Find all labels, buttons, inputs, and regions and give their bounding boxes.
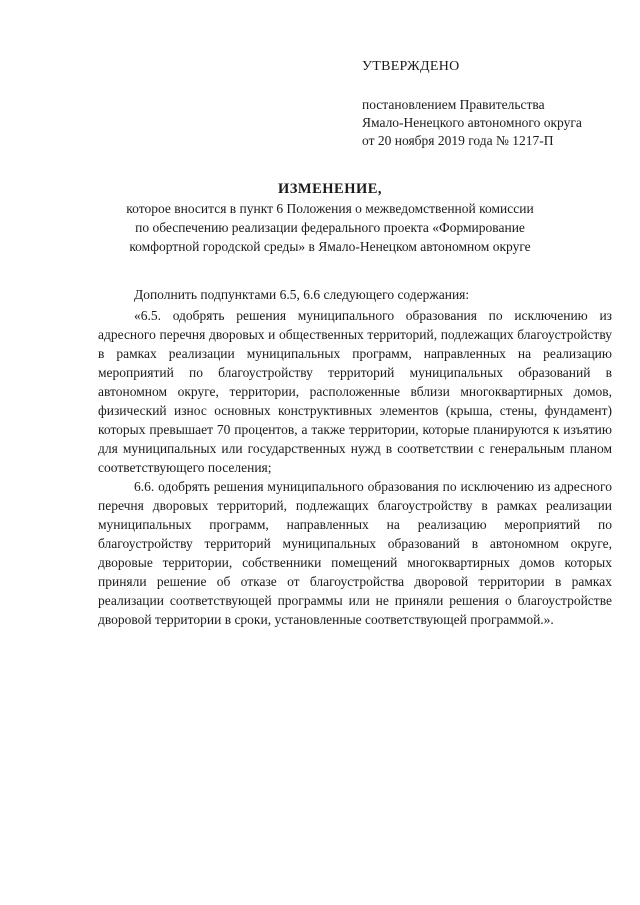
approval-line: от 20 ноября 2019 года № 1217-П (362, 133, 554, 148)
document-body (98, 285, 612, 629)
clause-paragraph-6-6: 6.6. одобрять решения муниципального образования по исключению из адресного перечня дворовых территорий, подлежащих благоустройству в рамках реализации муниципальных программ, направленных на реализацию мероприятий по благоустройству территорий муниципальных образований в автономном округе, дворовые территории, собственники помещений многоквартирных домов которых приняли решение об отказе от благоустройства дворовой территории в рамках реализации соответствующей программы или не приняли решения о благоустройстве дворовой территории в сроки, установленные соответствующей программой.». (98, 479, 612, 627)
clause-paragraph-6-5: «6.5. одобрять решения муниципального образования по исключению из адресного перечня дворовых и общественных территорий, подлежащих благоустройству в рамках реализации муниципальных программ, направленных на реализацию мероприятий по благоустройству территорий муниципальных образований в автономном округе, территории, расположенные вблизи многоквартирных домов, физический износ основных конструктивных элементов (крыша, стены, фундамент) которых превышает 70 процентов, а также территории, которые планируются к изъятию для муниципальных или государственных нужд в соответствии с генеральным планом соответствующего поселения; (98, 308, 612, 475)
approval-line: Ямало-Ненецкого автономного округа (362, 115, 582, 130)
document-heading (80, 180, 580, 256)
document-subtitle-line: комфортной городской среды» в Ямало-Ненецком автономном округе (129, 239, 531, 254)
intro-paragraph: Дополнить подпунктами 6.5, 6.6 следующего содержания: (134, 287, 470, 302)
document-subtitle-line: по обеспечению реализации федерального проекта «Формирование (135, 220, 525, 235)
document-title: ИЗМЕНЕНИЕ, (277, 181, 383, 197)
approval-stamp (362, 58, 622, 150)
document-subtitle-line: которое вносится в пункт 6 Положения о межведомственной комиссии (126, 201, 534, 216)
approval-line: постановлением Правительства (362, 97, 545, 112)
approval-title: УТВЕРЖДЕНО (362, 59, 460, 74)
